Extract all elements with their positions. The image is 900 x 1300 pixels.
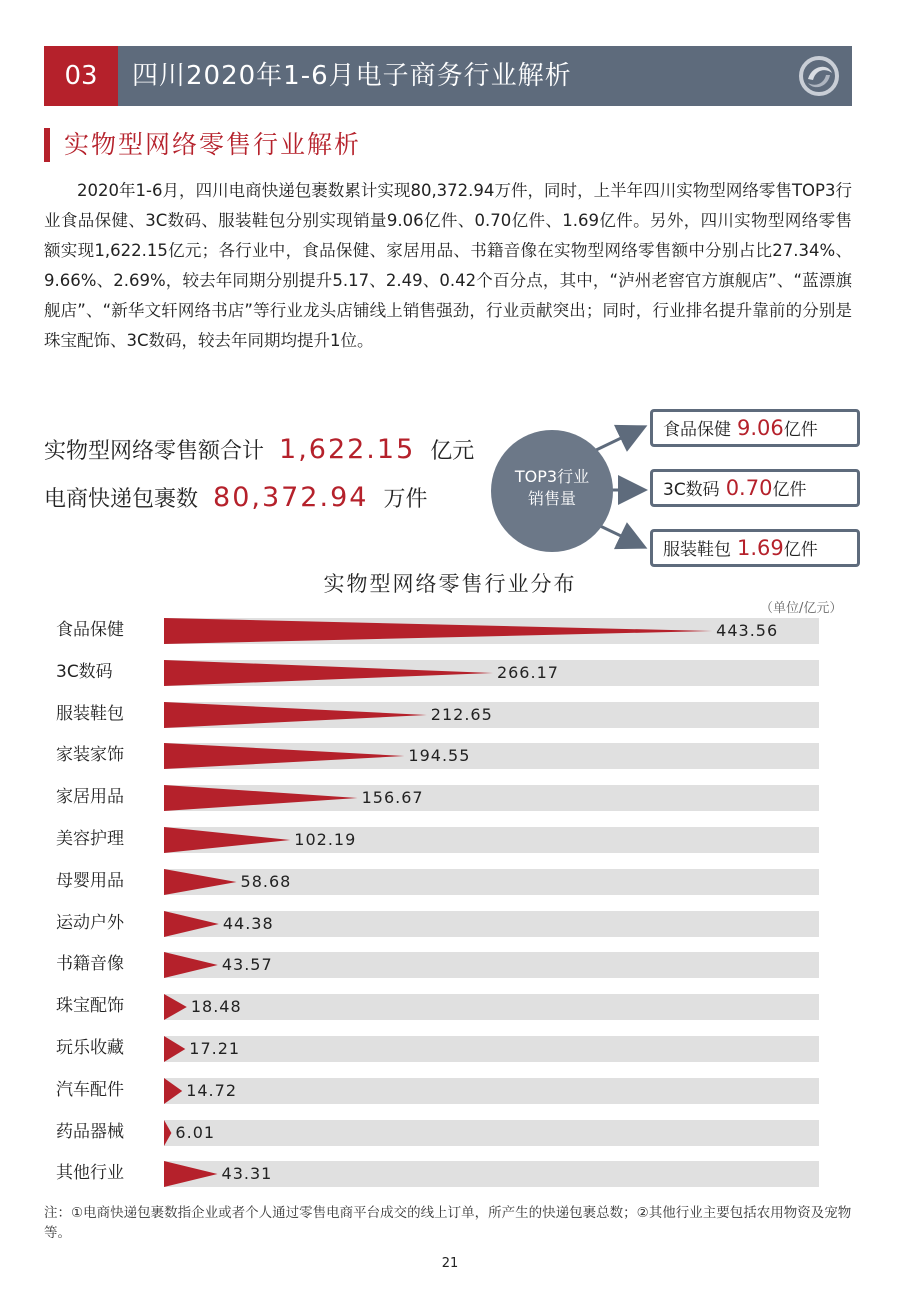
top3-item-value: 9.06 <box>737 416 784 440</box>
bar-track <box>164 911 819 937</box>
bar-mark <box>164 702 427 728</box>
bar-mark-svg <box>164 1078 819 1104</box>
bar-row <box>44 735 824 775</box>
bar-mark <box>164 827 290 853</box>
bar-mark-svg <box>164 1120 819 1146</box>
bar-value-label: 102.19 <box>294 830 357 849</box>
bar-mark <box>164 911 219 937</box>
top3-title-line2: 销售量 <box>527 489 576 508</box>
top3-item-food <box>650 409 860 447</box>
bar-category-label: 家装家饰 <box>56 745 124 766</box>
bar-row <box>44 903 824 943</box>
bar-track <box>164 785 819 811</box>
bar-category-label: 美容护理 <box>56 829 124 849</box>
bar-row <box>44 777 824 817</box>
bar-mark <box>164 660 493 686</box>
bar-mark <box>164 618 712 644</box>
kpi-value: 80,372.94 <box>213 482 369 513</box>
header-bar <box>44 46 852 106</box>
top3-item-3c <box>650 469 860 507</box>
bar-track <box>164 952 819 978</box>
bar-mark-svg <box>164 785 819 811</box>
body-paragraph: 2020年1-6月，四川电商快递包裹数累计实现80,372.94万件，同时，上半年四川实物型网络零售TOP3行业食品保健、3C数码、服装鞋包分别实现销量9.06亿件、0.70亿件、1.69亿件。另外，四川实物型网络零售额实现1,622.15亿元；各行业中，食品保健、家居用品、书籍音像在实物型网络零售额中分别占比27.34%、9.66%、2.69%，较去年同期分别提升5.17、2.49、0.42个百分点，其中，“泸州老窖官方旗舰店”、“蓝漂旗舰店”、“新华文轩网络书店”等行业龙头店铺线上销售强劲，行业贡献突出；同时，行业排名提升靠前的分别是珠宝配饰、3C数码，较去年同期均提升1位。 <box>44 181 852 350</box>
section-marker <box>44 128 50 162</box>
bar-row <box>44 1070 824 1110</box>
kpi-parcel-count <box>44 482 427 513</box>
bar-mark <box>164 785 358 811</box>
bar-track <box>164 1036 819 1062</box>
bar-row <box>44 819 824 859</box>
kpi-value: 1,622.15 <box>279 434 416 465</box>
bar-value-label: 194.55 <box>408 746 471 766</box>
bar-mark <box>164 1036 185 1062</box>
bar-category-label: 玩乐收藏 <box>56 1038 124 1058</box>
top3-item-name: 食品保健 <box>663 420 731 440</box>
bar-row <box>44 610 824 650</box>
bar-category-label: 食品保健 <box>56 620 124 640</box>
bar-mark-svg <box>164 994 819 1020</box>
top3-item-name: 服装鞋包 <box>663 540 731 560</box>
bar-value-label: 17.21 <box>189 1039 241 1058</box>
bar-mark-svg <box>164 660 819 686</box>
top3-item-apparel <box>650 529 860 567</box>
top3-title-line1: TOP3行业 <box>514 467 590 486</box>
chart-unit-label: （单位/亿元） <box>760 601 843 616</box>
top3-item-unit: 亿件 <box>783 540 818 560</box>
bar-value-label: 266.17 <box>496 662 559 682</box>
bar-row <box>44 1112 824 1152</box>
bar-mark <box>164 994 187 1020</box>
bar-category-label: 3C数码 <box>56 661 113 682</box>
top3-item-unit: 亿件 <box>772 480 807 500</box>
bar-value-label: 43.57 <box>221 955 273 975</box>
top3-item-value: 0.70 <box>725 476 773 500</box>
bar-track <box>164 660 819 686</box>
bar-category-label: 家居用品 <box>56 787 124 808</box>
bar-mark <box>164 1120 171 1146</box>
bar-row <box>44 861 824 901</box>
bar-row <box>44 1153 824 1193</box>
top3-item-unit: 亿件 <box>783 420 818 440</box>
bar-category-label: 珠宝配饰 <box>56 996 124 1017</box>
bar-row <box>44 694 824 734</box>
bar-track <box>164 1078 819 1104</box>
kpi-label: 电商快递包裹数 <box>44 487 199 512</box>
section-title: 实物型网络零售行业解析 <box>64 130 362 159</box>
bar-row <box>44 652 824 692</box>
kpi-label: 实物型网络零售额合计 <box>44 439 265 464</box>
bar-track <box>164 1161 819 1187</box>
bar-category-label: 运动户外 <box>56 912 124 933</box>
bar-category-label: 其他行业 <box>56 1163 124 1184</box>
bar-track <box>164 869 819 895</box>
bar-track <box>164 743 819 769</box>
bar-mark <box>164 743 404 769</box>
bar-track <box>164 702 819 728</box>
bar-value-label: 58.68 <box>240 871 292 891</box>
bar-category-label: 母婴用品 <box>56 870 124 891</box>
bar-mark <box>164 1078 182 1104</box>
bar-track <box>164 827 819 853</box>
bar-category-label: 药品器械 <box>56 1121 124 1142</box>
footnote: 注：①电商快递包裹数指企业或者个人通过零售电商平台成交的线上订单，所产生的快递包裹总数；②其他行业主要包括农用物资及宠物等。 <box>44 1205 852 1241</box>
bar-track <box>164 1120 819 1146</box>
bar-mark <box>164 952 218 978</box>
bar-value-label: 44.38 <box>222 913 274 933</box>
kpi-unit: 万件 <box>383 487 428 512</box>
bar-row <box>44 1028 824 1068</box>
bar-category-label: 书籍音像 <box>56 954 124 975</box>
bar-track <box>164 994 819 1020</box>
page-number: 21 <box>441 1256 459 1271</box>
bar-category-label: 服装鞋包 <box>56 703 124 724</box>
top3-item-name: 3C数码 <box>663 480 720 500</box>
logo-icon <box>798 55 840 97</box>
chart-title: 实物型网络零售行业分布 <box>323 572 577 596</box>
bar-mark-svg <box>164 743 819 769</box>
bar-value-label: 43.31 <box>221 1164 273 1184</box>
bar-mark <box>164 869 237 895</box>
bar-mark-svg <box>164 827 819 853</box>
bar-mark-svg <box>164 1036 819 1062</box>
bar-value-label: 212.65 <box>430 704 493 724</box>
top3-circle <box>491 430 613 552</box>
bar-value-label: 6.01 <box>175 1122 216 1142</box>
bar-row <box>44 986 824 1026</box>
top3-item-value: 1.69 <box>737 536 784 560</box>
bar-track <box>164 618 819 644</box>
bar-category-label: 汽车配件 <box>56 1079 124 1100</box>
bar-value-label: 14.72 <box>186 1080 237 1100</box>
bar-mark <box>164 1161 218 1187</box>
bar-value-label: 156.67 <box>361 788 424 808</box>
chapter-number: 03 <box>44 46 118 106</box>
kpi-retail-total <box>44 434 474 465</box>
bar-row <box>44 944 824 984</box>
bar-value-label: 443.56 <box>716 621 779 640</box>
kpi-unit: 亿元 <box>430 439 475 464</box>
chapter-title: 四川2020年1-6月电子商务行业解析 <box>132 61 572 91</box>
bar-value-label: 18.48 <box>190 997 242 1017</box>
